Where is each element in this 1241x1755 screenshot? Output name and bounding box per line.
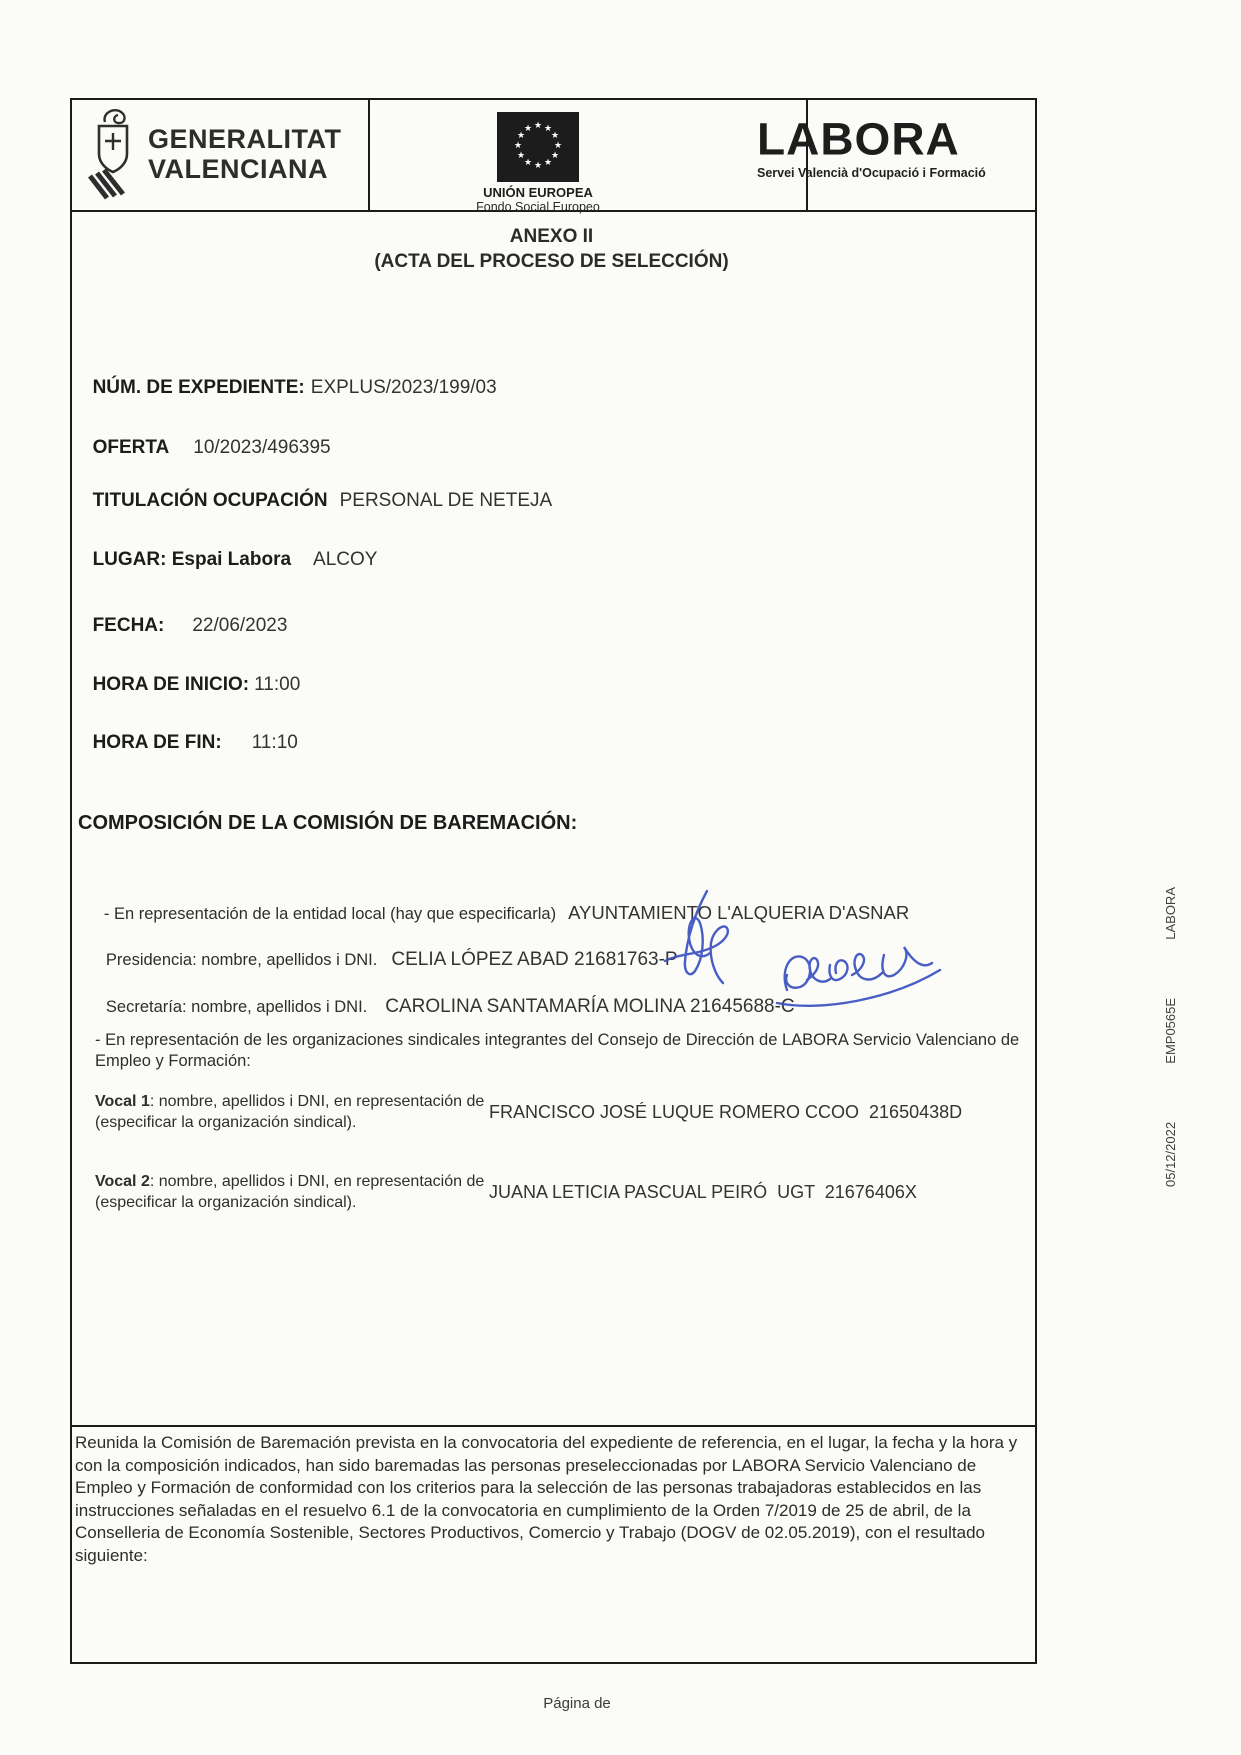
sindicales-intro: - En representación de les organizaciones sindicales integrantes del Consejo de Dirección de LABORA Servicio Valenciano de Empleo y Formación: bbox=[95, 1031, 1020, 1070]
svg-text:★: ★ bbox=[543, 158, 553, 168]
vocal2-value: JUANA LETICIA PASCUAL PEIRÓ UGT 21676406X bbox=[489, 1182, 917, 1202]
expediente-value: EXPLUS/2023/199/03 bbox=[310, 377, 497, 398]
fecha-value: 22/06/2023 bbox=[192, 615, 288, 636]
margin-date: 05/12/2022 bbox=[1162, 1121, 1178, 1187]
fecha-label: FECHA: bbox=[92, 615, 165, 636]
field-hora-inicio bbox=[82, 652, 300, 696]
eu-fondo-label: Fondo Social Europeo bbox=[476, 200, 600, 214]
field-hora-fin bbox=[82, 710, 298, 754]
presidencia-line bbox=[97, 931, 678, 971]
eu-flag-icon bbox=[497, 112, 579, 182]
vocal1-label-bold: Vocal 1 bbox=[95, 1093, 150, 1110]
margin-vertical-text bbox=[1161, 885, 1179, 1189]
title-line2: (ACTA DEL PROCESO DE SELECCIÓN) bbox=[374, 251, 729, 272]
oferta-label: OFERTA bbox=[92, 437, 170, 458]
svg-text:★: ★ bbox=[533, 121, 543, 131]
generalitat-line1: GENERALITAT bbox=[148, 124, 342, 154]
result-paragraph: Reunida la Comisión de Baremación prevista en la convocatoria del expediente de referencia, en el lugar, la fecha y la hora y con la composición indicados, han sido baremadas las personas preseleccionadas por LABORA Servicio Valenciano de Empleo y Formación de conformidad con los criterios para la selección de las personas trabajadoras establecidos en las instrucciones señaladas en el resuelvo 6.1 de la convocatoria en cumplimiento de la Orden 7/2019 de 25 de abril, de la Conselleria de Economía Sostenible, Sectores Productivos, Comercio y Trabajo (DOGV de 02.05.2019), con el resultado siguiente: bbox=[75, 1433, 1018, 1565]
header-cell-divider-1 bbox=[368, 100, 370, 212]
page-footer: Página de bbox=[543, 1695, 611, 1712]
vocal1-value: FRANCISCO JOSÉ LUQUE ROMERO CCOO 21650438D bbox=[489, 1102, 963, 1122]
vocal2-label-rest: : nombre, apellidos i DNI, en representación de (especificar la organización sindical). bbox=[95, 1173, 485, 1211]
vocal2-label-bold: Vocal 2 bbox=[95, 1173, 150, 1190]
svg-text:★: ★ bbox=[516, 131, 526, 141]
field-titulacion bbox=[82, 468, 552, 512]
field-expediente bbox=[82, 355, 497, 399]
title-line1: ANEXO II bbox=[509, 226, 594, 247]
titulacion-label: TITULACIÓN OCUPACIÓN bbox=[92, 490, 328, 511]
secretaria-signature bbox=[772, 915, 947, 1020]
presidencia-value: CELIA LÓPEZ ABAD 21681763-P bbox=[391, 949, 678, 970]
vocal1-row bbox=[95, 1092, 1025, 1133]
svg-text:★: ★ bbox=[513, 141, 523, 151]
secretaria-value: CAROLINA SANTAMARÍA MOLINA 21645688-C bbox=[385, 996, 795, 1017]
svg-text:★: ★ bbox=[523, 158, 533, 168]
vocal2-label bbox=[95, 1172, 487, 1213]
generalitat-wordmark bbox=[148, 124, 342, 184]
expediente-label: NÚM. DE EXPEDIENTE: bbox=[92, 377, 305, 398]
eu-union-label: UNIÓN EUROPEA bbox=[483, 185, 593, 200]
field-oferta bbox=[82, 415, 331, 459]
margin-brand: LABORA bbox=[1162, 887, 1178, 940]
result-box-divider-line bbox=[72, 1425, 1035, 1427]
lugar-value: ALCOY bbox=[313, 549, 378, 570]
hora-fin-value: 11:10 bbox=[251, 732, 298, 753]
secretaria-label: Secretaría: nombre, apellidos i DNI. bbox=[105, 998, 368, 1016]
hora-fin-label: HORA DE FIN: bbox=[92, 732, 222, 753]
svg-text:★: ★ bbox=[553, 141, 563, 151]
presidencia-label: Presidencia: nombre, apellidos i DNI. bbox=[105, 951, 378, 969]
vocal1-label bbox=[95, 1092, 487, 1133]
svg-text:★: ★ bbox=[550, 131, 560, 141]
vocal2-row bbox=[95, 1172, 1025, 1213]
generalitat-line2: VALENCIANA bbox=[148, 154, 328, 184]
labora-logo bbox=[757, 113, 1009, 180]
hora-inicio-value: 11:00 bbox=[254, 674, 301, 695]
svg-text:★: ★ bbox=[516, 151, 526, 161]
comision-heading: COMPOSICIÓN DE LA COMISIÓN DE BAREMACIÓN: bbox=[78, 812, 578, 834]
presidencia-signature bbox=[645, 883, 745, 998]
svg-text:★: ★ bbox=[523, 124, 533, 134]
field-fecha bbox=[82, 593, 287, 637]
svg-text:★: ★ bbox=[543, 124, 553, 134]
entidad-local-value: AYUNTAMIENTO L'ALQUERIA D'ASNAR bbox=[568, 902, 910, 923]
vocal1-label-rest: : nombre, apellidos i DNI, en representación de (especificar la organización sindical). bbox=[95, 1093, 485, 1131]
hora-inicio-label: HORA DE INICIO: bbox=[92, 674, 250, 695]
document-border-frame bbox=[70, 98, 1037, 1664]
generalitat-emblem-icon bbox=[85, 106, 145, 202]
oferta-value: 10/2023/496395 bbox=[193, 437, 331, 458]
labora-wordmark-text: LABORA bbox=[757, 113, 960, 165]
labora-tagline-text: Servei Valencià d'Ocupació i Formació bbox=[757, 166, 986, 180]
margin-form-code: EMP0565E bbox=[1162, 997, 1178, 1064]
lugar-label: LUGAR: Espai Labora bbox=[92, 549, 292, 570]
svg-text:★: ★ bbox=[550, 151, 560, 161]
svg-text:★: ★ bbox=[533, 161, 543, 171]
titulacion-value: PERSONAL DE NETEJA bbox=[339, 490, 553, 511]
document-title bbox=[70, 224, 1033, 274]
entidad-local-label: - En representación de la entidad local (hay que especificarla) bbox=[103, 905, 557, 923]
field-lugar bbox=[82, 527, 377, 571]
